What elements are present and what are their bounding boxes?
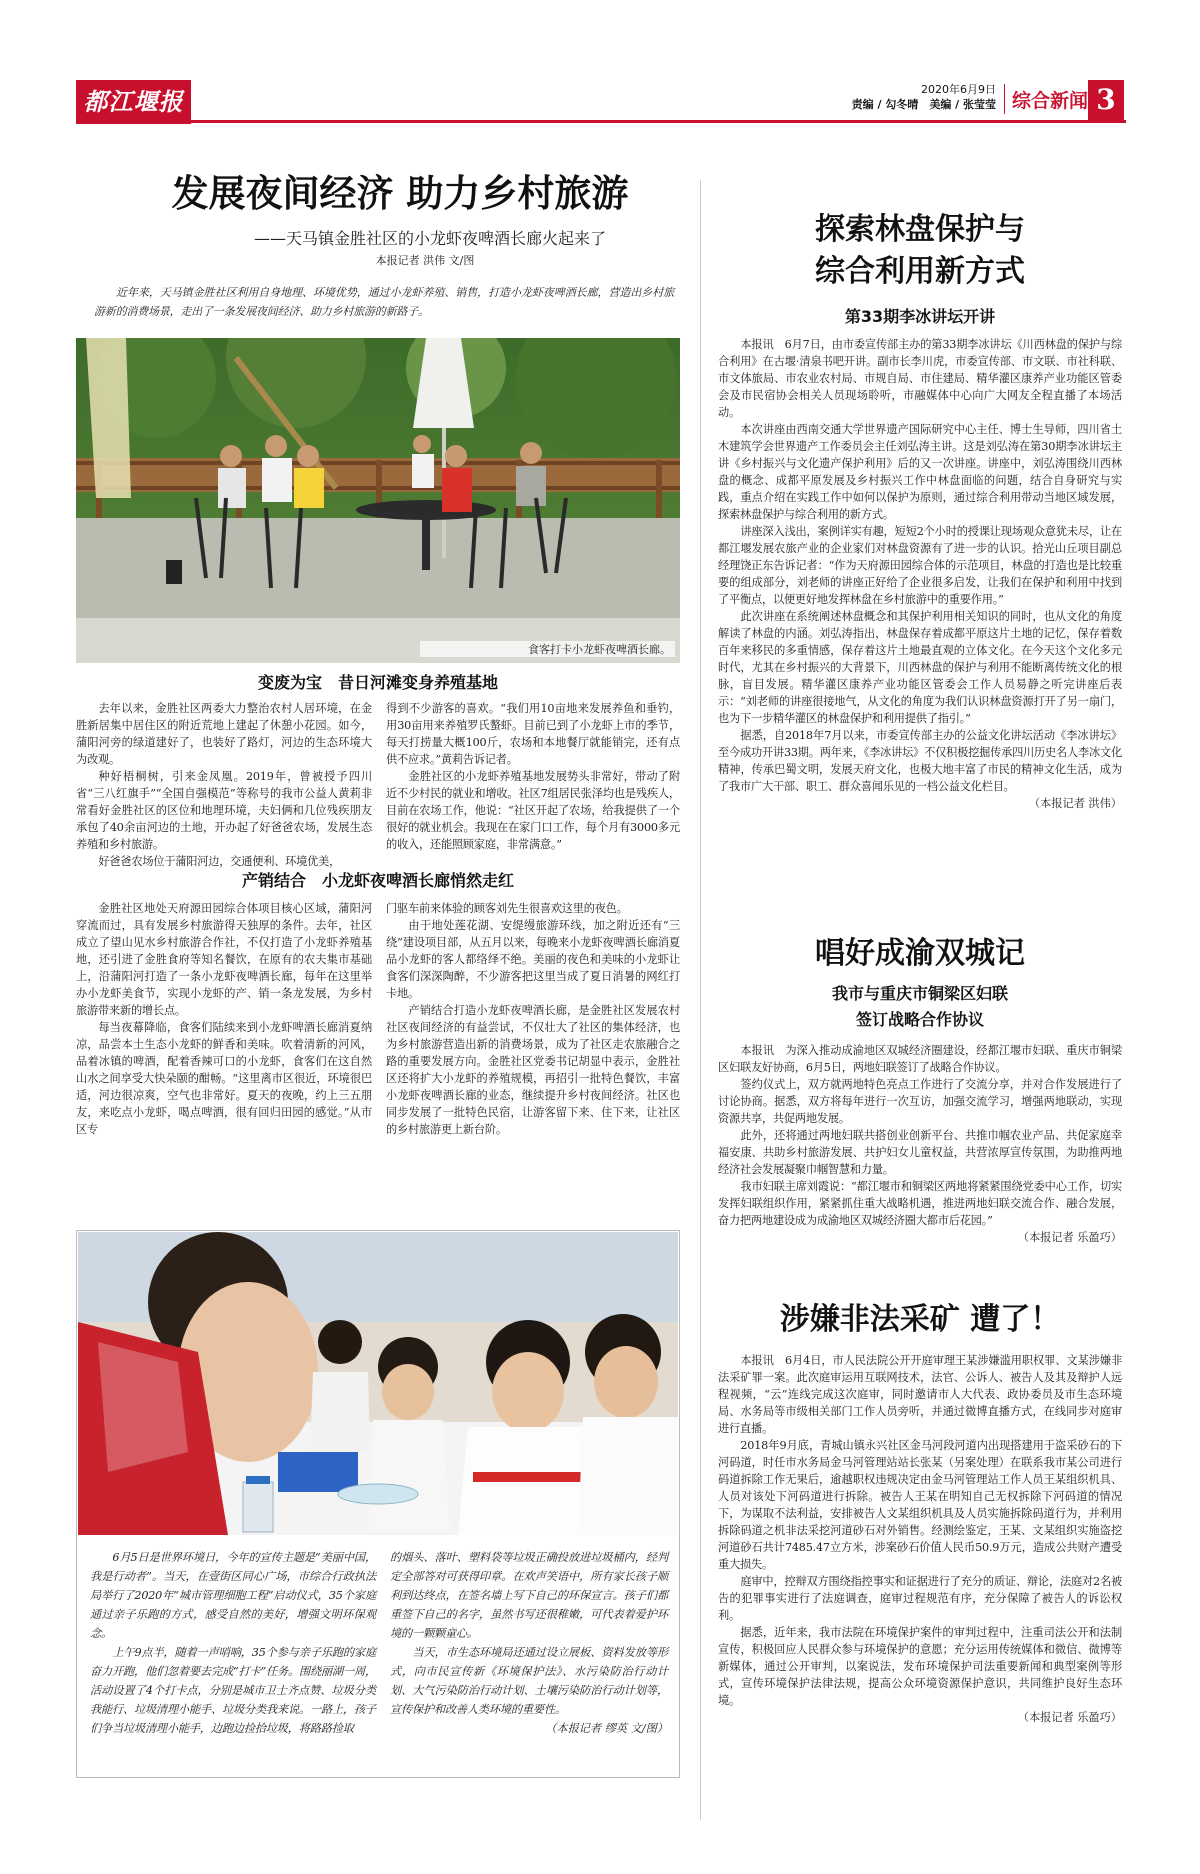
lead-photo	[76, 338, 680, 663]
masthead	[76, 80, 1126, 126]
byline: （本报记者 乐盈巧）	[1017, 1231, 1122, 1244]
paragraph: 本次讲座由西南交通大学世界遗产国际研究中心主任、博士生导师，四川省土木建筑学会世界遗产工作委员会主任刘弘涛主讲。这是刘弘涛在第30期李冰讲坛主讲《乡村振兴与文化遗产保护利用》后的又一次讲座。讲座中，刘弘涛围绕川西林盘的概念、成都平原发展及乡村振兴工作中林盘面临的问题，结合自身研究与实践，重点介绍在实践工作中如何以保护为原则，通过综合利用带动当地区域发展，探索林盘保护与综合利用的新方式。	[718, 423, 1122, 521]
page-number-badge: 3	[1088, 80, 1124, 120]
paragraph: 产销结合打造小龙虾夜啤酒长廊，是金胜社区发展农村社区夜间经济的有益尝试，不仅壮大了社区的集体经济，也为乡村旅游营造出新的消费场景，成为了社区走农旅融合之路的重要发展方向。金胜社区党委书记胡显中表示，金胜社区还将扩大小龙虾的养殖规模，再招引一批特色餐饮，丰富小龙虾夜啤酒长廊的业态，继续提升乡村夜间经济。社区也同步发展了一批特色民宿，让游客留下来、住下来，让社区的乡村旅游更上新台阶。	[386, 1004, 680, 1136]
paragraph: 由于地处莲花湖、安缇缦旅游环线，加之附近还有“三绕”建设项目部，从五月以来，每晚来小龙虾夜啤酒长廊消夏品小龙虾的客人都络绎不绝。美丽的夜色和美味的小龙虾让食客们深深陶醉，不少游客把这里当成了夏日消暑的网红打卡地。	[386, 919, 680, 1000]
lead-subtitle: ——天马镇金胜社区的小龙虾夜啤酒长廊火起来了	[253, 229, 606, 248]
newspaper-logo: 都江堰报	[76, 80, 191, 124]
section2-col1	[76, 900, 372, 1138]
byline: （本报记者 洪伟）	[1028, 797, 1122, 810]
section1-col1	[76, 700, 372, 870]
paragraph: 此次讲座在系统阐述林盘概念和其保护利用相关知识的同时，也从文化的角度解读了林盘的内涵。刘弘涛指出，林盘保存着成都平原这片土地的记忆，保存着数百年来移民的多重情感，保存着这片土地最直观的立体文化。在今天这个文化多元时代，尤其在乡村振兴的大背景下，川西林盘的保护与利用不能断离传统文化的根脉，盲目发展。精华灌区康养产业功能区管委会工作人员易静之听完讲座后表示：“刘老师的讲座很接地气，从文化的角度为我们认识林盘资源打开了另一扇门，也为下一步精华灌区的林盘保护和利用提供了指引。”	[718, 610, 1122, 725]
section1-heading: 变废为宝 昔日河滩变身养殖基地	[257, 673, 498, 692]
right1-subtitle: 第33期李冰讲坛开讲	[844, 307, 996, 326]
lead-title: 发展夜间经济 助力乡村旅游	[171, 171, 629, 215]
right3-body	[718, 1352, 1122, 1726]
issue-date: 2020年6月9日	[921, 83, 996, 96]
paragraph: 本报讯 6月7日，由市委宣传部主办的第33期李冰讲坛《川西林盘的保护与综合利用》在古堰·清泉书吧开讲。副市长李川虎，市委宣传部、市文联、市社科联、市文体旅局、市农业农村局、市规自局、市住建局、精华灌区康养产业功能区管委会及市民宿协会相关人员现场聆听，市融媒体中心向广大网友全程直播了本场活动。	[718, 338, 1122, 419]
paragraph: 当天，市生态环境局还通过设立展板、资料发放等形式，向市民宣传新《环境保护法》、水污染防治行动计划、大气污染防治行动计划、土壤污染防治行动计划等，宣传保护和改善人类环境的重要性。	[390, 1646, 668, 1716]
byline: （本报记者 乐盈巧）	[1017, 1711, 1122, 1724]
column-divider	[700, 180, 701, 1820]
paragraph: 的烟头、落叶、塑料袋等垃圾正确投放进垃圾桶内，经判定全部答对可获得印章。在欢声笑语中，所有家长孩子顺利到达终点，在签名墙上写下自己的环保宣言。孩子们都重签下自己的名字，虽然书写还很稚嫩，可代表着爱护环境的一颗颗童心。	[390, 1551, 668, 1640]
right1-body	[718, 336, 1122, 812]
right2-title: 唱好成渝双城记	[815, 936, 1025, 971]
paragraph: 去年以来，金胜社区两委大力整治农村人居环境，在金胜新居集中居住区的附近荒地上建起了休憩小花园。如今，蒲阳河旁的绿道建好了，也装好了路灯，河边的生态环境大为改观。	[76, 702, 372, 766]
paragraph: 门驱车前来体验的顾客刘先生很喜欢这里的夜色。	[386, 902, 628, 915]
bottom-col1	[90, 1548, 376, 1738]
paragraph: 得到不少游客的喜欢。“我们用10亩地来发展养鱼和垂钓，用30亩用来养殖罗氏螯虾。目前已到了小龙虾上市的季节，每天打捞量大概100斤，农场和本地餐厅就能销完，还有点供不应求。”黄莉告诉记者。	[386, 702, 680, 766]
paragraph: 庭审中，控辩双方围绕指控事实和证据进行了充分的质证、辩论，法庭对2名被告的犯罪事实进行了法庭调查，庭审过程规范有序，充分保障了被告人的诉讼权利。	[718, 1575, 1122, 1622]
right1-title-line1: 探索林盘保护与	[815, 212, 1025, 247]
lead-photo-caption: 食客打卡小龙虾夜啤酒长廊。	[420, 641, 675, 657]
editors-line: 责编 / 勾冬晴 美编 / 张莹莹	[851, 98, 996, 111]
paragraph: 每当夜幕降临，食客们陆续来到小龙虾啤酒长廊消夏纳凉，品尝本土生态小龙虾的鲜香和美味。吹着清新的河风，品着冰镇的啤酒，配着香辣可口的小龙虾，食客们在这自然山水之间享受大快朵颐的酣畅。“这里离市区很近，环境很巴适，河边很凉爽，空气也非常好。夏天的夜晚，约上三五朋友，来吃点小龙虾，喝点啤酒，很有回归田园的感觉。”从市区专	[76, 1021, 372, 1136]
paragraph: 6月5日是世界环境日，今年的宣传主题是“美丽中国，我是行动者”。当天，在壹街区同心广场，市综合行政执法局举行了2020年“城市管理细胞工程”启动仪式，35个家庭通过亲子乐跑的方式，感受自然的美好，增强文明环保观念。	[90, 1551, 376, 1640]
section1-col2	[386, 700, 680, 853]
paragraph: 金胜社区地处天府源田园综合体项目核心区域，蒲阳河穿流而过，具有发展乡村旅游得天独厚的条件。去年，社区成立了望山见水乡村旅游合作社，不仅打造了小龙虾养殖基地，还引进了金胜食府等知名餐饮，在原有的农夫集市基础上，沿蒲阳河打造了一条小龙虾夜啤酒长廊，每年在这里举办小龙虾美食节，实现小龙虾的产、销一条龙发展，为乡村旅游带来新的增长点。	[76, 902, 372, 1017]
masthead-rule	[191, 120, 1126, 123]
right2-body	[718, 1042, 1122, 1246]
paragraph: 本报讯 6月4日，市人民法院公开开庭审理王某涉嫌滥用职权罪、文某涉嫌非法采矿罪一案。此次庭审运用互联网技术，法官、公诉人、被告人及其及辩护人远程视频，“云”连线完成这次庭审，同时邀请市人大代表、政协委员及市生态环境局、水务局等市级相关部门工作人员旁听，并通过微博直播方式，在线同步对庭审进行直播。	[718, 1354, 1122, 1435]
paragraph: 本报讯 为深入推动成渝地区双城经济圈建设，经都江堰市妇联、重庆市铜梁区妇联友好协商，6月5日，两地妇联签订了战略合作协议。	[718, 1044, 1122, 1074]
byline: （本报记者 缪英 文/图）	[545, 1722, 668, 1735]
right3-title: 涉嫌非法采矿 遭了！	[779, 1302, 1061, 1337]
section2-col2	[386, 900, 680, 1138]
paragraph: 好爸爸农场位于蒲阳河边，交通便利、环境优美，	[98, 855, 341, 868]
bottom-photo	[78, 1232, 678, 1535]
paragraph: 据悉，近年来，我市法院在环境保护案件的审判过程中，注重司法公开和法制宣传，积极回应人民群众参与环境保护的意愿；充分运用传统媒体和微信、微博等新媒体，通过公开审判，以案说法，发布环境保护司法重要新闻和典型案例等形式，宣传环境保护法律法规，提高公众环境资源保护意识，共同维护良好生态环境。	[718, 1626, 1122, 1707]
paragraph: 2018年9月底，青城山镇永兴社区金马河段河道内出现搭建用于盗采砂石的下河码道，时任市水务局金马河管理站站长张某（另案处理）在联系我市某公司进行码道拆除工作无果后，逾越职权违规决定由金马河管理站工作人员王某组织机具、人员对该处下河码道进行拆除。被告人王某在明知自己无权拆除下河码道的情况下，为谋取不法利益，安排被告人文某组织机具及人员实施拆除码道行为，并利用拆除码道之机非法采挖河道砂石对外销售。经测绘鉴定，王某、文某组织实施盗挖河道砂石共计7485.47立方米，涉案砂石价值人民币50.9万元，造成公共财产遭受重大损失。	[718, 1439, 1122, 1571]
paragraph: 此外，还将通过两地妇联共搭创业创新平台、共推巾帼农业产品、共促家庭幸福安康、共助乡村旅游发展、共护妇女儿童权益，共营浓厚宣传氛围，为助推两地经济社会发展凝聚巾帼智慧和力量。	[718, 1129, 1122, 1176]
paragraph: 上午9点半，随着一声哨响，35个参与亲子乐跑的家庭奋力开跑，他们忽着要去完成“打卡”任务。围绕丽湖一周，活动设置了4个打卡点，分别是城市卫士齐点赞、垃圾分类我能行、垃圾清理小能手、垃圾分类我来说。一路上，孩子们争当垃圾清理小能手，边跑边捡拾垃圾，将路路捡取	[90, 1646, 376, 1735]
photo-children-illustration	[78, 1232, 678, 1535]
lead-byline: 本报记者 洪伟 文/图	[375, 254, 475, 267]
section2-heading: 产销结合 小龙虾夜啤酒长廊悄然走红	[241, 871, 514, 890]
paragraph: 签约仪式上，双方就两地特色亮点工作进行了交流分享，并对合作发展进行了讨论协商。据悉，双方将每年进行一次互访，加强交流学习，增强两地联动，实现资源共享，共促两地发展。	[718, 1078, 1122, 1125]
paragraph: 据悉，自2018年7月以来，市委宣传部主办的公益文化讲坛活动《李冰讲坛》至今成功开讲33期。两年来，《李冰讲坛》不仅积极挖掘传承四川历史名人李冰文化精神，传承巴蜀文明，发展天府文化，也极大地丰富了市民的精神文化生活，成为了我市广大干部、职工、群众喜闻乐见的一档公益文化栏目。	[718, 729, 1122, 793]
paragraph: 讲座深入浅出，案例详实有趣，短短2个小时的授课让现场观众意犹未尽，让在都江堰发展农旅产业的企业家们对林盘资源有了进一步的认识。拾光山丘项目副总经理饶正东告诉记者：“作为天府源田园综合体的示范项目，林盘的打造也是比较重要的组成部分，刘老师的讲座正好给了企业很多启发，让我们在保护和利用中找到了平衡点，以便更好地发挥林盘在乡村旅游中的重要作用。”	[718, 525, 1122, 606]
paragraph: 我市妇联主席刘霞说：“都江堰市和铜梁区两地将紧紧围绕党委中心工作，切实发挥妇联组织作用，紧紧抓住重大战略机遇，推进两地妇联交流合作、融合发展，奋力把两地建设成为成渝地区双城经济圈大都市后花园。”	[718, 1180, 1122, 1227]
right2-subtitle-line2: 签订战略合作协议	[855, 1010, 984, 1029]
lead-intro: 近年来，天马镇金胜社区利用自身地理、环境优势，通过小龙虾养殖、销售，打造小龙虾夜啤酒长廊，营造出乡村旅游新的消费场景，走出了一条发展夜间经济、助力乡村旅游的新路子。	[94, 286, 674, 318]
right1-title-line2: 综合利用新方式	[815, 254, 1025, 289]
right2-subtitle-line1: 我市与重庆市铜梁区妇联	[831, 984, 1008, 1003]
paragraph: 金胜社区的小龙虾养殖基地发展势头非常好，带动了附近不少村民的就业和增收。社区7组居民张泽均也是残疾人，目前在农场工作，他说：“社区开起了农场，给我提供了一个很好的就业机会。我现在在家门口工作，每个月有3000多元的收入，还能照顾家庭，非常满意。”	[386, 770, 680, 851]
paragraph: 种好梧桐树，引来金凤凰。2019年，曾被授予四川省“三八红旗手”“全国自强模范”等称号的我市公益人黄莉非常看好金胜社区的区位和地理环境，夫妇俩和几位残疾朋友承包了40余亩河边的土地，开办起了好爸爸农场，发展生态养殖和乡村旅游。	[76, 770, 372, 851]
section-name: 综合新闻	[1012, 90, 1089, 112]
bottom-col2	[390, 1548, 668, 1738]
section-divider	[1004, 84, 1005, 114]
photo-diners-illustration	[76, 338, 680, 663]
